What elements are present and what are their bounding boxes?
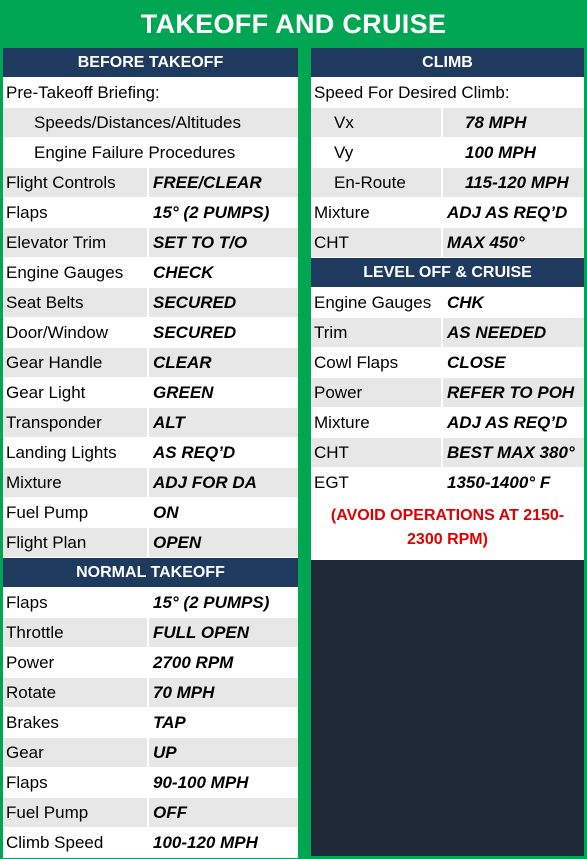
item-label: Flaps — [6, 202, 48, 222]
item-value: FREE/CLEAR — [147, 168, 298, 197]
item-label: Fuel Pump — [6, 502, 89, 522]
table-row — [311, 318, 584, 348]
item-value: SECURED — [147, 318, 298, 347]
item-label: Landing Lights — [6, 442, 117, 462]
page-title: TAKEOFF AND CRUISE — [140, 8, 447, 39]
item-value: AS NEEDED — [441, 318, 584, 347]
list-item — [3, 78, 298, 108]
climb-intro: Speed For Desired Climb: — [314, 82, 510, 102]
item-label: Door/Window — [6, 322, 109, 342]
table-row — [3, 348, 298, 378]
item-label: Power — [314, 382, 363, 402]
item-value: GREEN — [147, 378, 298, 407]
item-label: Throttle — [6, 622, 64, 642]
table-row — [311, 348, 584, 378]
item-value: ADJ FOR DA — [147, 468, 298, 497]
item-label: Elevator Trim — [6, 232, 107, 252]
rpm-warning: (AVOID OPERATIONS AT 2150-2300 RPM) — [311, 498, 584, 560]
table-row — [3, 708, 298, 738]
item-label: CHT — [314, 442, 349, 462]
table-row — [311, 138, 584, 168]
table-row — [3, 498, 298, 528]
item-label: Seat Belts — [6, 292, 84, 312]
item-value: ALT — [147, 408, 298, 437]
table-row — [3, 768, 298, 798]
item-value: 115-120 MPH — [441, 168, 584, 197]
item-label: Rotate — [6, 682, 57, 702]
item-label: Cowl Flaps — [314, 352, 399, 372]
item-label: En-Route — [334, 172, 406, 192]
item-value: CHK — [441, 288, 584, 317]
item-value: REFER TO POH — [441, 378, 584, 407]
item-value: SECURED — [147, 288, 298, 317]
table-row — [3, 438, 298, 468]
item-label: Flight Controls — [6, 172, 116, 192]
normal-takeoff-header: NORMAL TAKEOFF — [3, 558, 298, 588]
item-value: 1350-1400° F — [441, 468, 584, 497]
item-value: FULL OPEN — [147, 618, 298, 647]
table-row — [3, 198, 298, 228]
item-label: Mixture — [6, 472, 62, 492]
table-row — [3, 828, 298, 858]
item-value: MAX 450° — [441, 228, 584, 257]
table-row — [311, 228, 584, 258]
item-value: ADJ AS REQ’D — [441, 198, 584, 227]
item-value: SET TO T/O — [147, 228, 298, 257]
table-row — [3, 738, 298, 768]
table-row — [3, 318, 298, 348]
table-row — [311, 288, 584, 318]
item-value: CLOSE — [441, 348, 584, 377]
item-label: Mixture — [314, 412, 370, 432]
before-takeoff-list — [3, 78, 298, 558]
table-row — [311, 108, 584, 138]
table-row — [3, 408, 298, 438]
climb-list — [311, 78, 584, 258]
table-row — [3, 618, 298, 648]
table-row — [3, 678, 298, 708]
table-row — [3, 378, 298, 408]
table-row — [311, 198, 584, 228]
briefing-item: Speeds/Distances/Altitudes — [34, 112, 241, 132]
list-item — [3, 138, 298, 168]
table-row — [3, 798, 298, 828]
item-value: 70 MPH — [147, 678, 298, 707]
item-value: TAP — [147, 708, 298, 737]
table-row — [3, 648, 298, 678]
normal-takeoff-list — [3, 588, 298, 858]
item-value: 15° (2 PUMPS) — [147, 588, 298, 617]
item-value: ON — [147, 498, 298, 527]
table-row — [3, 528, 298, 558]
table-row — [311, 468, 584, 498]
table-row — [311, 438, 584, 468]
item-value: 78 MPH — [441, 108, 584, 137]
item-label: Climb Speed — [6, 832, 104, 852]
item-value: BEST MAX 380° — [441, 438, 584, 467]
item-value: 2700 RPM — [147, 648, 298, 677]
item-value: 100-120 MPH — [147, 828, 298, 857]
item-value: UP — [147, 738, 298, 767]
level-off-list — [311, 288, 584, 498]
item-label: Flaps — [6, 592, 48, 612]
item-label: Gear Light — [6, 382, 86, 402]
briefing-item: Engine Failure Procedures — [34, 142, 236, 162]
item-label: Flight Plan — [6, 532, 87, 552]
table-row — [311, 408, 584, 438]
item-label: Engine Gauges — [6, 262, 124, 282]
item-label: Transponder — [6, 412, 102, 432]
climb-header: CLIMB — [311, 48, 584, 78]
table-row — [3, 168, 298, 198]
item-label: Engine Gauges — [314, 292, 432, 312]
item-value: 15° (2 PUMPS) — [147, 198, 298, 227]
table-row — [3, 288, 298, 318]
list-item — [3, 108, 298, 138]
table-row — [3, 228, 298, 258]
item-label: Brakes — [6, 712, 59, 732]
left-column — [3, 48, 298, 856]
right-column — [311, 48, 584, 856]
table-row — [311, 378, 584, 408]
list-item — [311, 78, 584, 108]
item-label: Flaps — [6, 772, 48, 792]
item-label: Mixture — [314, 202, 370, 222]
table-row — [311, 168, 584, 198]
item-value: CHECK — [147, 258, 298, 287]
item-label: Vx — [334, 112, 354, 132]
item-value: OFF — [147, 798, 298, 827]
before-takeoff-header: BEFORE TAKEOFF — [3, 48, 298, 78]
briefing-label: Pre-Takeoff Briefing: — [6, 82, 160, 102]
item-value: CLEAR — [147, 348, 298, 377]
item-value: 90-100 MPH — [147, 768, 298, 797]
item-value: AS REQ’D — [147, 438, 298, 467]
item-value: 100 MPH — [441, 138, 584, 167]
table-row — [3, 588, 298, 618]
item-label: CHT — [314, 232, 349, 252]
item-label: Gear — [6, 742, 44, 762]
item-value: OPEN — [147, 528, 298, 557]
item-value: ADJ AS REQ’D — [441, 408, 584, 437]
level-off-header: LEVEL OFF & CRUISE — [311, 258, 584, 288]
table-row — [3, 258, 298, 288]
table-row — [3, 468, 298, 498]
item-label: Vy — [334, 142, 354, 162]
item-label: EGT — [314, 472, 349, 492]
item-label: Gear Handle — [6, 352, 103, 372]
item-label: Power — [6, 652, 55, 672]
item-label: Trim — [314, 322, 348, 342]
item-label: Fuel Pump — [6, 802, 89, 822]
